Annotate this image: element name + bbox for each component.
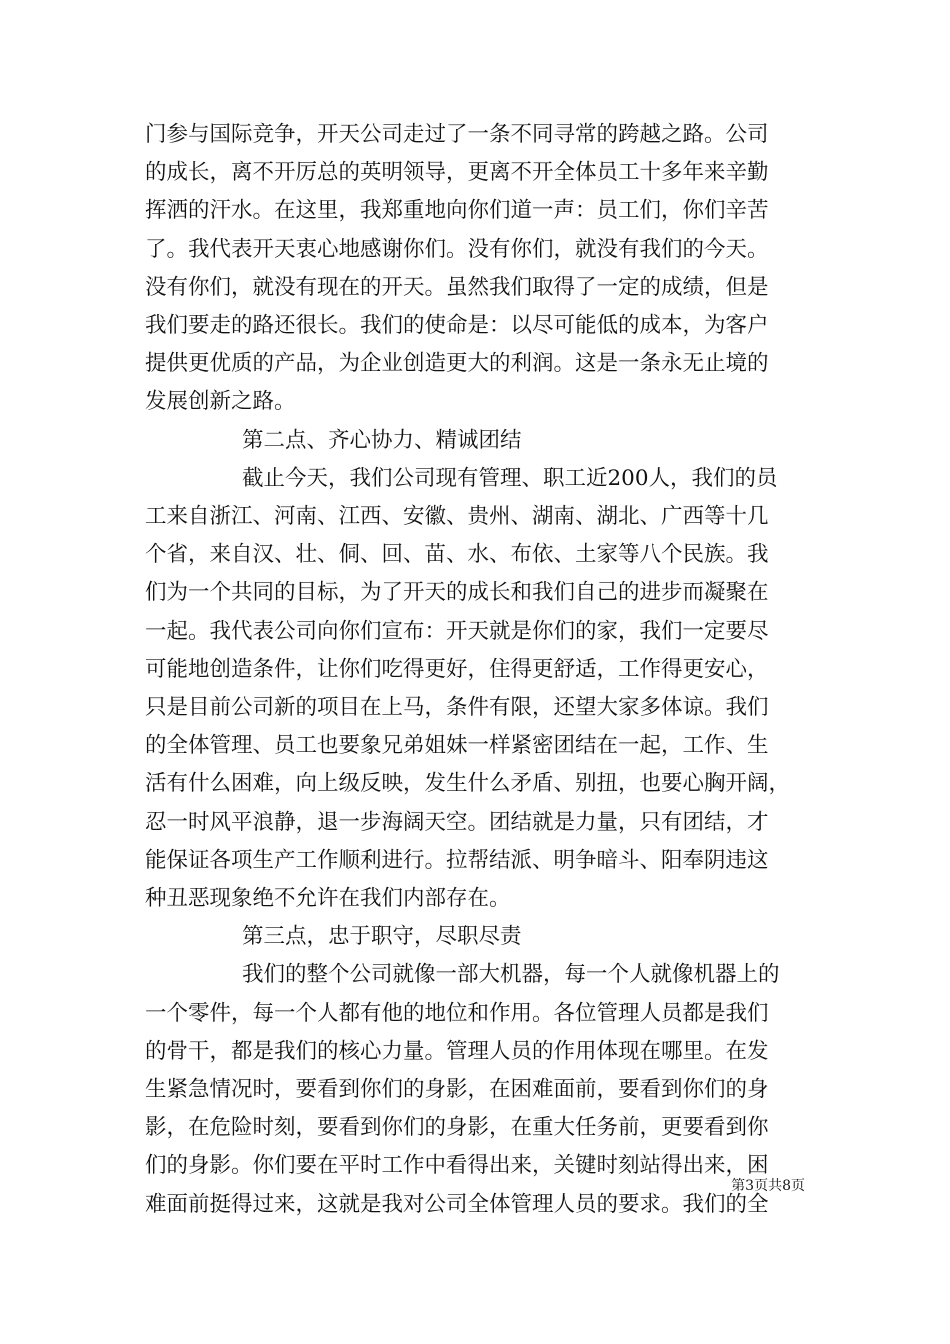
paragraph-continuation bbox=[145, 116, 805, 422]
text-line: 截止今天，我们公司现有管理、职工近200人，我们的员 bbox=[242, 465, 778, 491]
section-heading-two: 第二点、齐心协力、精诚团结 bbox=[242, 427, 522, 453]
text-line: 挥洒的汗水。在这里，我郑重地向你们道一声：员工们，你们辛苦 bbox=[145, 198, 769, 224]
text-line: 工来自浙江、河南、江西、安徽、贵州、湖南、湖北、广西等十几 bbox=[145, 504, 769, 530]
text-line: 没有你们，就没有现在的开天。虽然我们取得了一定的成绩，但是 bbox=[145, 274, 769, 300]
text-line: 提供更优质的产品，为企业创造更大的利润。这是一条永无止境的 bbox=[145, 351, 769, 377]
text-line: 活有什么困难，向上级反映，发生什么矛盾、别扭，也要心胸开阔， bbox=[145, 771, 791, 797]
text-line: 忍一时风平浪静，退一步海阔天空。团结就是力量，只有团结，才 bbox=[145, 809, 769, 835]
text-line: 的全体管理、员工也要象兄弟姐妹一样紧密团结在一起，工作、生 bbox=[145, 733, 769, 759]
document-body bbox=[145, 116, 805, 1224]
text-line: 我们的整个公司就像一部大机器，每一个人就像机器上的 bbox=[242, 962, 780, 988]
text-line: 只是目前公司新的项目在上马，条件有限，还望大家多体谅。我们 bbox=[145, 695, 769, 721]
section-heading-three: 第三点，忠于职守，尽职尽责 bbox=[242, 924, 522, 950]
text-line: 的骨干，都是我们的核心力量。管理人员的作用体现在哪里。在发 bbox=[145, 1038, 769, 1064]
text-line: 门参与国际竞争，开天公司走过了一条不同寻常的跨越之路。公司 bbox=[145, 122, 769, 147]
text-line: 了。我代表开天衷心地感谢你们。没有你们，就没有我们的今天。 bbox=[145, 236, 769, 262]
text-line: 影，在危险时刻，要看到你们的身影，在重大任务前，更要看到你 bbox=[145, 1115, 769, 1141]
text-line: 们的身影。你们要在平时工作中看得出来，关键时刻站得出来，困 bbox=[145, 1153, 769, 1179]
page-number-footer: 第3页共8页 bbox=[731, 1178, 805, 1194]
text-line: 一起。我代表公司向你们宣布：开天就是你们的家，我们一定要尽 bbox=[145, 618, 769, 644]
text-line: 难面前挺得过来，这就是我对公司全体管理人员的要求。我们的全 bbox=[145, 1191, 769, 1217]
text-line: 发展创新之路。 bbox=[145, 389, 296, 415]
text-line: 我们要走的路还很长。我们的使命是：以尽可能低的成本，为客户 bbox=[145, 313, 769, 339]
text-line: 可能地创造条件，让你们吃得更好，住得更舒适，工作得更安心， bbox=[145, 656, 769, 682]
text-line: 个省，来自汉、壮、侗、回、苗、水、布依、土家等八个民族。我 bbox=[145, 542, 769, 568]
text-line: 生紧急情况时，要看到你们的身影，在困难面前，要看到你们的身 bbox=[145, 1077, 769, 1103]
paragraph-two bbox=[145, 460, 805, 918]
text-line: 们为一个共同的目标，为了开天的成长和我们自己的进步而凝聚在 bbox=[145, 580, 769, 606]
text-line: 的成长，离不开厉总的英明领导，更离不开全体员工十多年来辛勤 bbox=[145, 160, 769, 186]
text-line: 种丑恶现象绝不允许在我们内部存在。 bbox=[145, 886, 511, 912]
text-line: 能保证各项生产工作顺利进行。拉帮结派、明争暗斗、阳奉阴违这 bbox=[145, 847, 769, 873]
text-line: 一个零件，每一个人都有他的地位和作用。各位管理人员都是我们 bbox=[145, 1000, 769, 1026]
